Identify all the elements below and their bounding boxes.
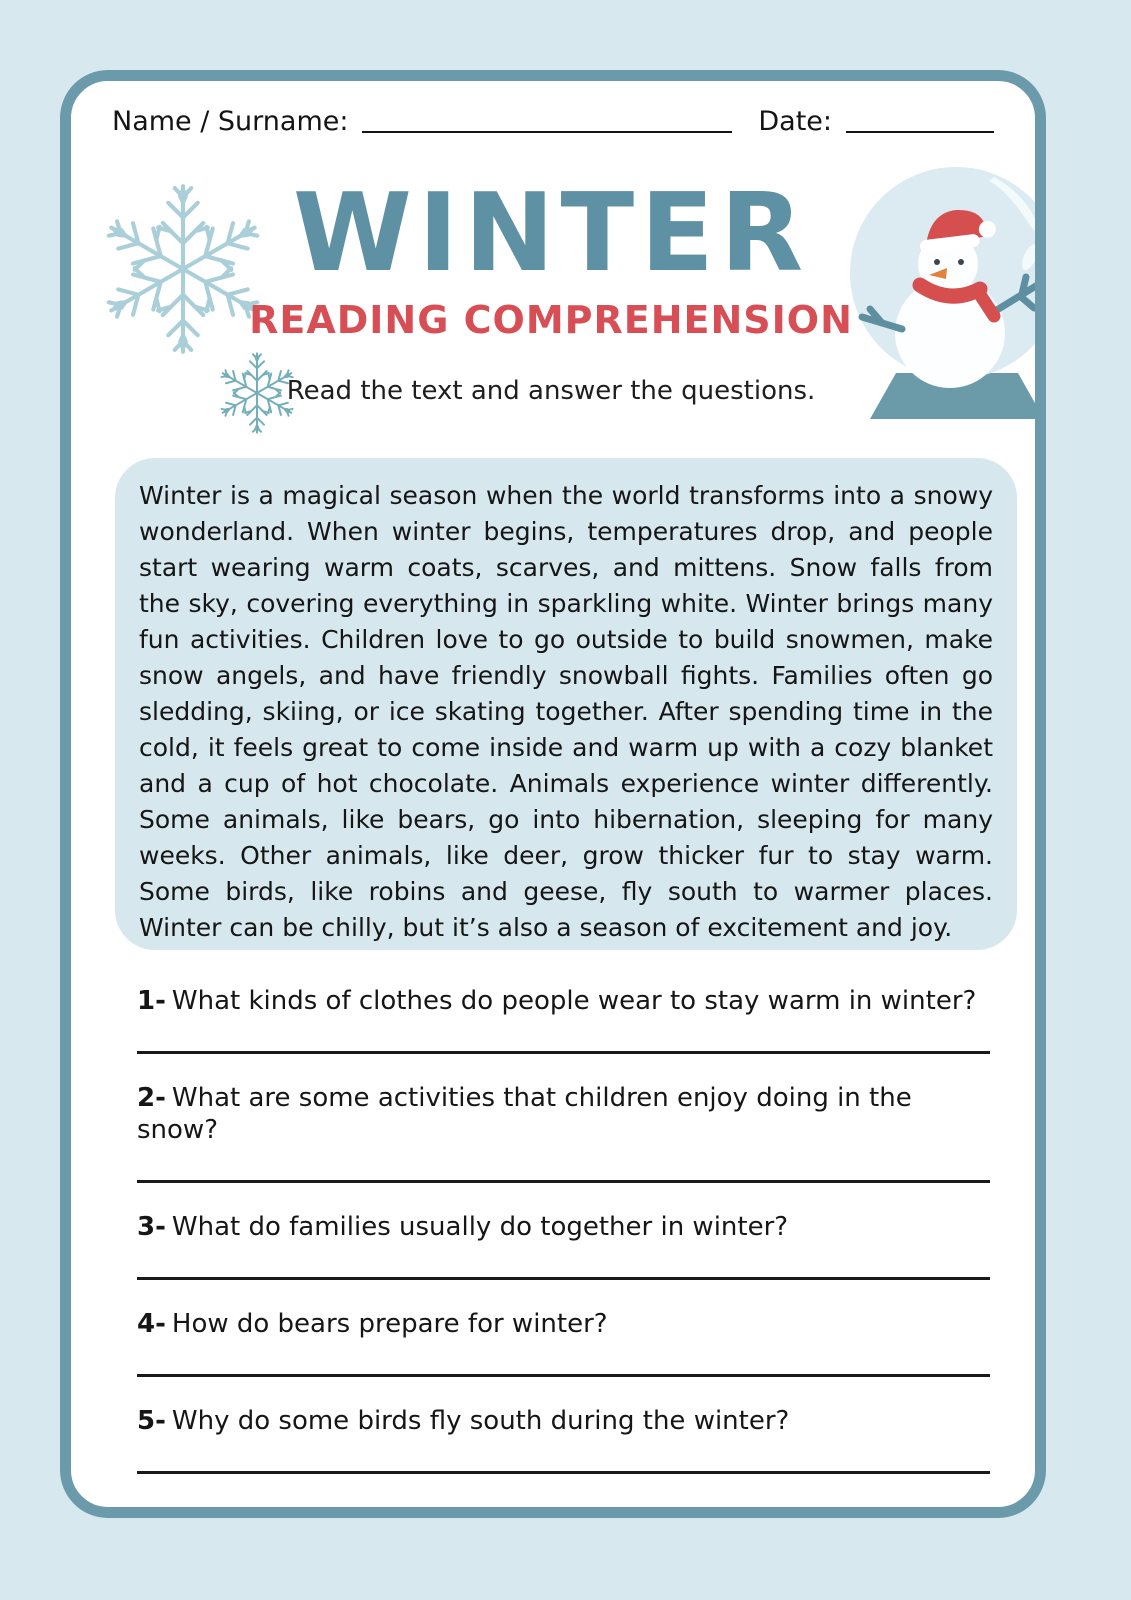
question-4 bbox=[137, 1308, 990, 1377]
page-subtitle: READING COMPREHENSION bbox=[249, 298, 853, 343]
date-input-line[interactable] bbox=[846, 103, 994, 133]
question-number: 4- bbox=[137, 1309, 166, 1339]
answer-line-3[interactable] bbox=[137, 1277, 990, 1280]
question-text: What are some activities that children enjoy doing in the snow? bbox=[137, 1083, 912, 1145]
answer-line-5[interactable] bbox=[137, 1471, 990, 1474]
answer-line-1[interactable] bbox=[137, 1051, 990, 1054]
question-text: Why do some birds fly south during the winter? bbox=[171, 1406, 790, 1436]
question-number: 3- bbox=[137, 1212, 166, 1242]
snow-globe-snowman-icon bbox=[846, 161, 1046, 423]
name-input-line[interactable] bbox=[362, 103, 732, 133]
header-titles bbox=[221, 171, 881, 407]
question-1 bbox=[137, 985, 990, 1054]
answer-line-2[interactable] bbox=[137, 1180, 990, 1183]
question-text: How do bears prepare for winter? bbox=[171, 1309, 608, 1339]
instruction-text: Read the text and answer the questions. bbox=[286, 376, 816, 407]
worksheet-card bbox=[60, 70, 1046, 1518]
reading-passage-text: Winter is a magical season when the world transforms into a snowy wonderland. When winter begins, temperatures drop, and people start wearing warm coats, scarves, and mittens. Snow falls from the sky, covering everything in sparkling white. Winter brings many fun activities. Children love to go outside to build snowmen, make snow angels, and have friendly snowball fights. Families often go sledding, skiing, or ice skating together. After spending time in the cold, it feels great to come inside and warm up with a cozy blanket and a cup of hot chocolate. Animals experience winter differently. Some animals, like bears, go into hibernation, sleeping for many weeks. Other animals, like deer, grow thicker fur to stay warm. Some birds, like robins and geese, fly south to warmer places. Winter can be chilly, but it’s also a season of excitement and joy. bbox=[139, 481, 993, 942]
answer-line-4[interactable] bbox=[137, 1374, 990, 1377]
name-date-row bbox=[112, 103, 994, 139]
questions-section bbox=[137, 985, 990, 1502]
page-title: WINTER bbox=[292, 171, 810, 296]
name-label: Name / Surname: bbox=[112, 106, 349, 137]
question-text: What do families usually do together in winter? bbox=[171, 1212, 789, 1242]
question-number: 1- bbox=[137, 986, 166, 1016]
reading-passage-box bbox=[115, 458, 1017, 950]
date-label: Date: bbox=[758, 106, 832, 137]
question-text: What kinds of clothes do people wear to stay warm in winter? bbox=[171, 986, 977, 1016]
question-number: 5- bbox=[137, 1406, 166, 1436]
question-5 bbox=[137, 1405, 990, 1474]
question-2 bbox=[137, 1082, 990, 1183]
question-3 bbox=[137, 1211, 990, 1280]
question-number: 2- bbox=[137, 1083, 166, 1113]
